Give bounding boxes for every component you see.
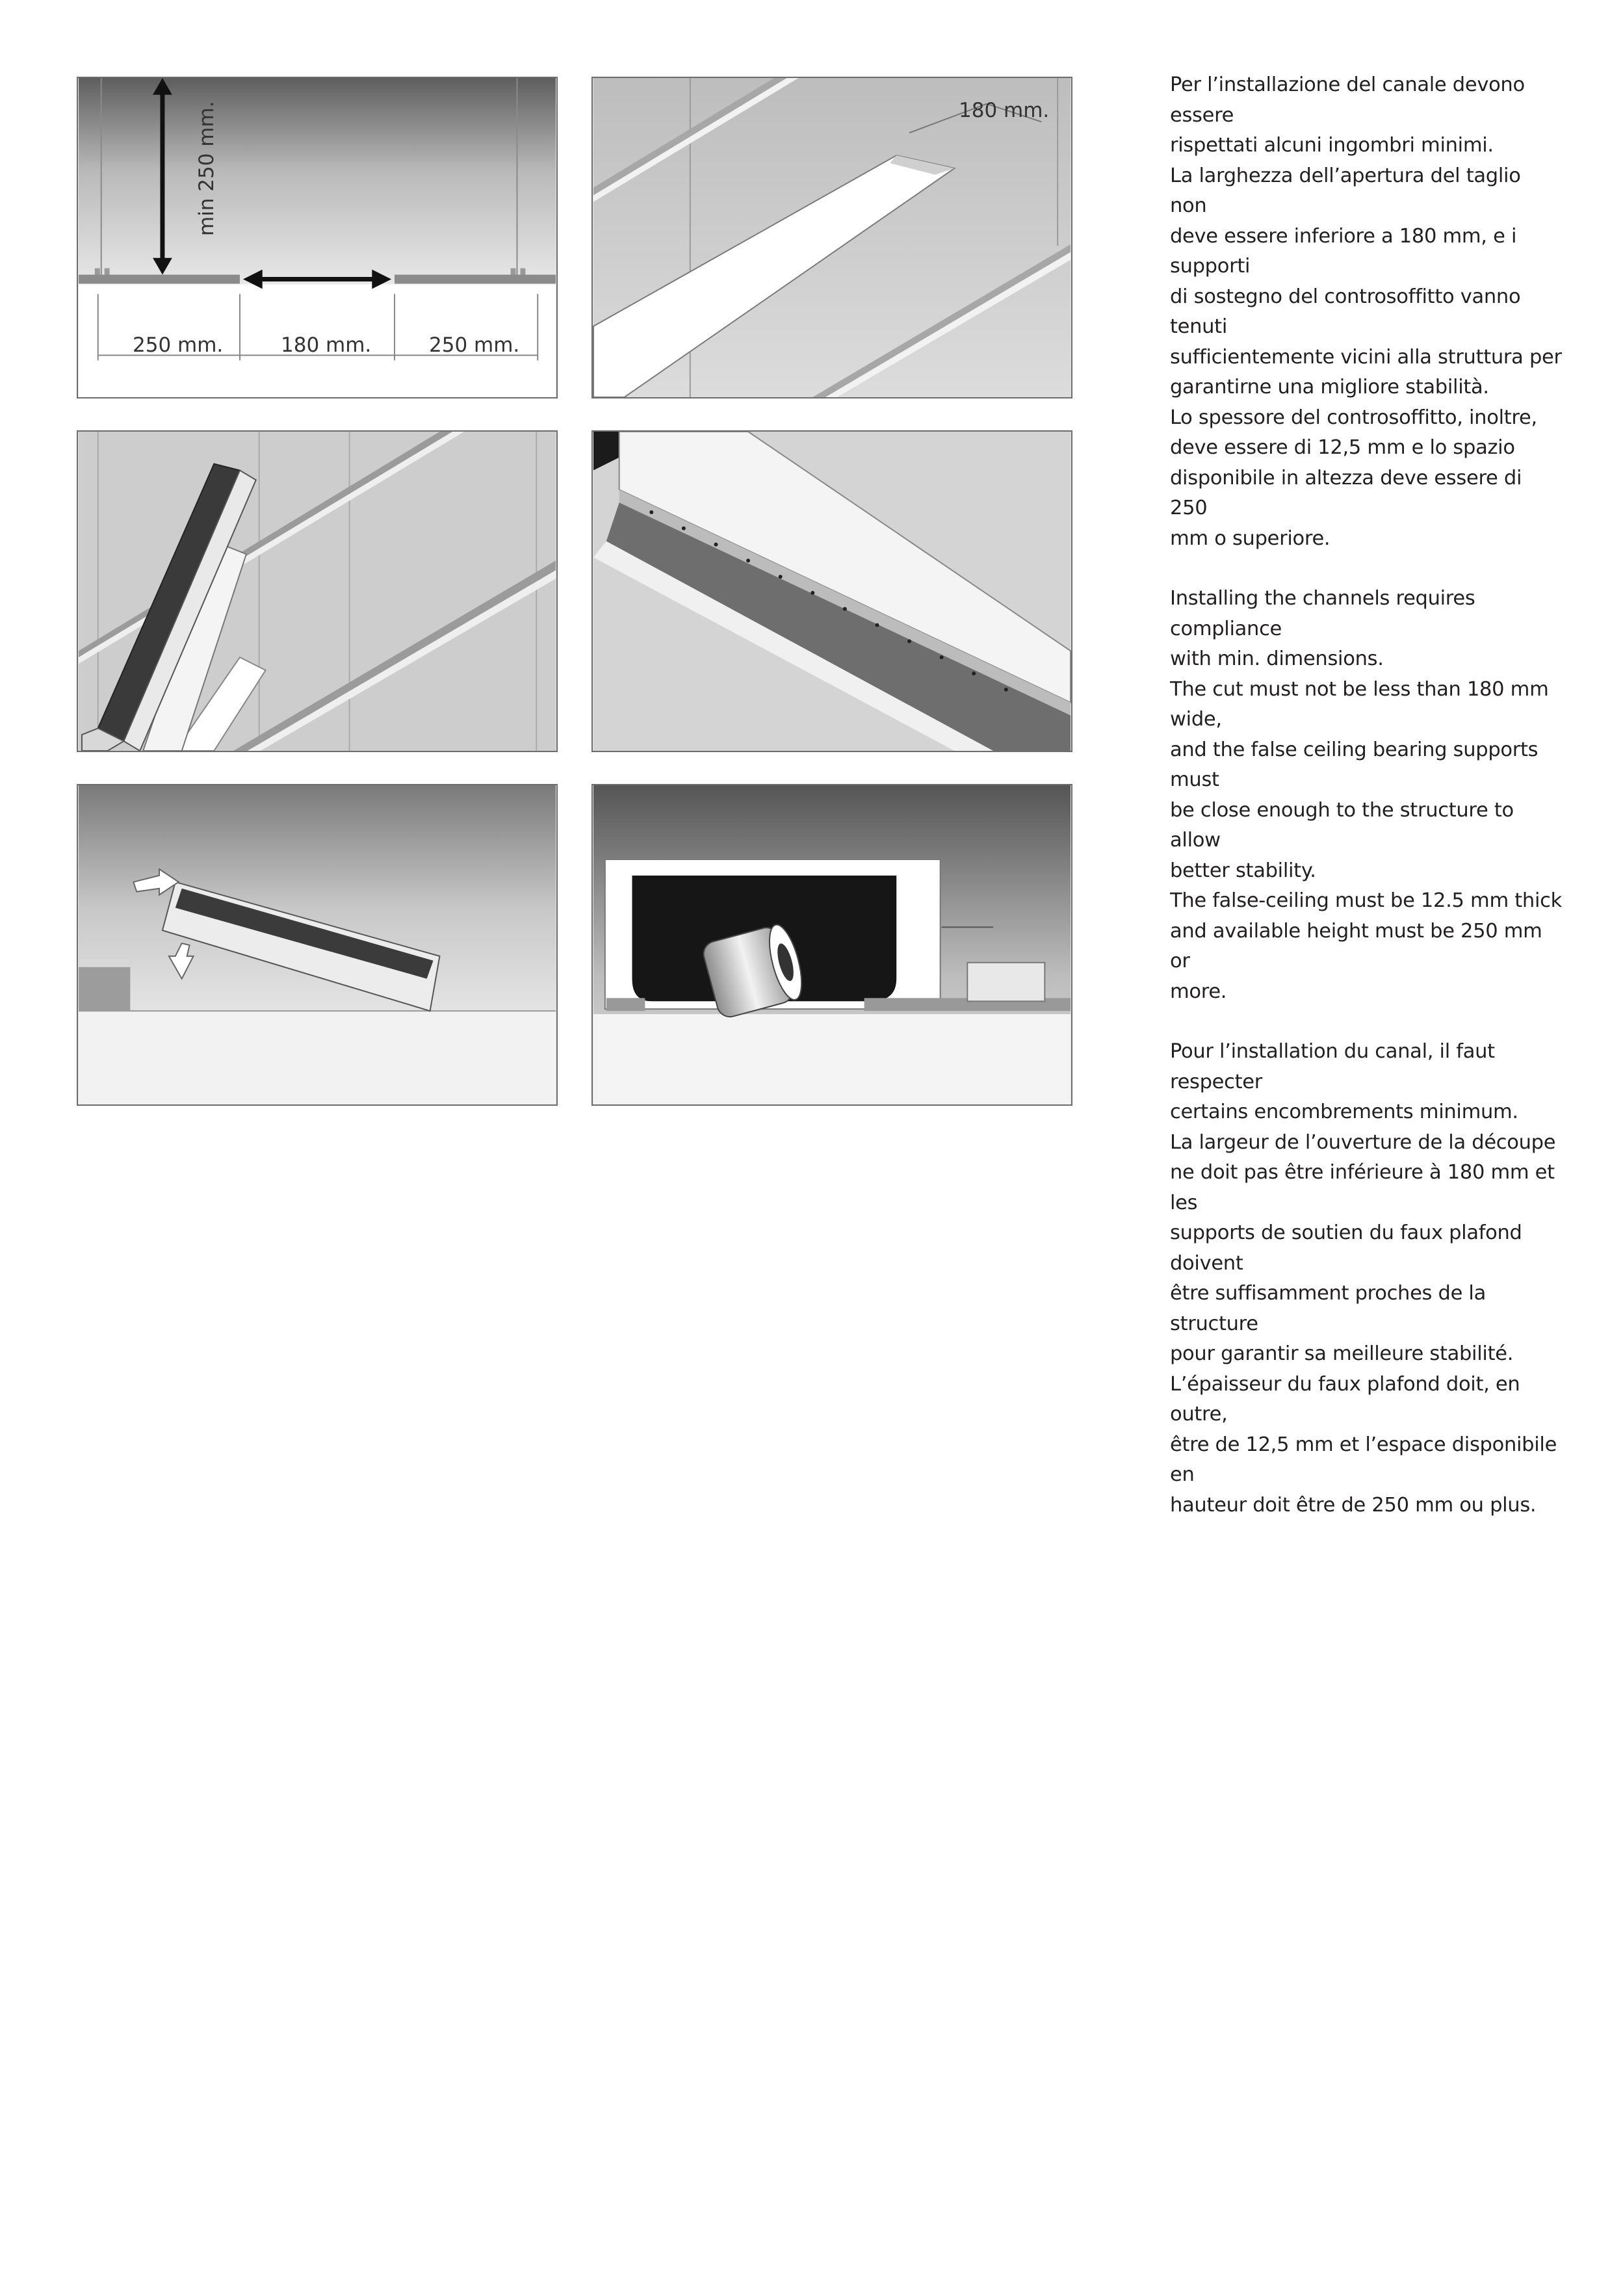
channel-mounting-illustration — [78, 785, 556, 1104]
channel-insertion-illustration — [78, 432, 556, 751]
panel-channel-mounting — [77, 784, 558, 1106]
panel-spot-fitting — [591, 784, 1072, 1106]
installation-instructions — [1170, 70, 1563, 1550]
panel-dimensions-diagram — [77, 77, 558, 398]
panel-ceiling-cut — [591, 77, 1072, 398]
left-width-label: 250 mm. — [133, 333, 224, 357]
panel-channel-detail — [591, 430, 1072, 752]
right-width-label: 250 mm. — [429, 333, 520, 357]
cut-width-label: 180 mm. — [281, 333, 372, 357]
paragraph-french: Pour l’installation du canal, il faut respecter certains encombrements minimum. La largeur de l’ouverture de la découpe ne doit pas être inférieure à 180 mm et les supports de soutien du faux plafond doivent être suffisamment proches de la structure pour garantir sa meilleure stabilité. L’épaisseur du faux plafond doit, en outre, être de 12,5 mm et l’espace disponibile en hauteur doit être de 250 mm ou plus. — [1170, 1040, 1557, 1517]
cut-width-label: 180 mm. — [959, 99, 1050, 122]
panel-channel-insertion — [77, 430, 558, 752]
spot-fitting-illustration — [593, 785, 1071, 1104]
paragraph-english: Installing the channels requires compliance with min. dimensions. The cut must not be less than 180 mm wide, and the false ceiling bearing supports must be close enough to the structure to allow better stability. The false-ceiling must be 12.5 mm thick and available height must be 250 mm or more. — [1170, 587, 1562, 1003]
paragraph-italian: Per l’installazione del canale devono essere rispettati alcuni ingombri minimi. La larghezza dell’apertura del taglio non deve essere inferiore a 180 mm, e i supporti di sostegno del controsoffitto vanno tenuti sufficientemente vicini alla struttura per garantirne una migliore stabilità. Lo spessore del controsoffitto, inoltre, deve essere di 12,5 mm e lo spazio disponibile in altezza deve essere di 250 mm o superiore. — [1170, 73, 1562, 550]
channel-detail-illustration — [593, 432, 1071, 751]
min-height-label: min 250 mm. — [195, 101, 218, 236]
ceiling-cut-illustration — [593, 78, 1071, 397]
